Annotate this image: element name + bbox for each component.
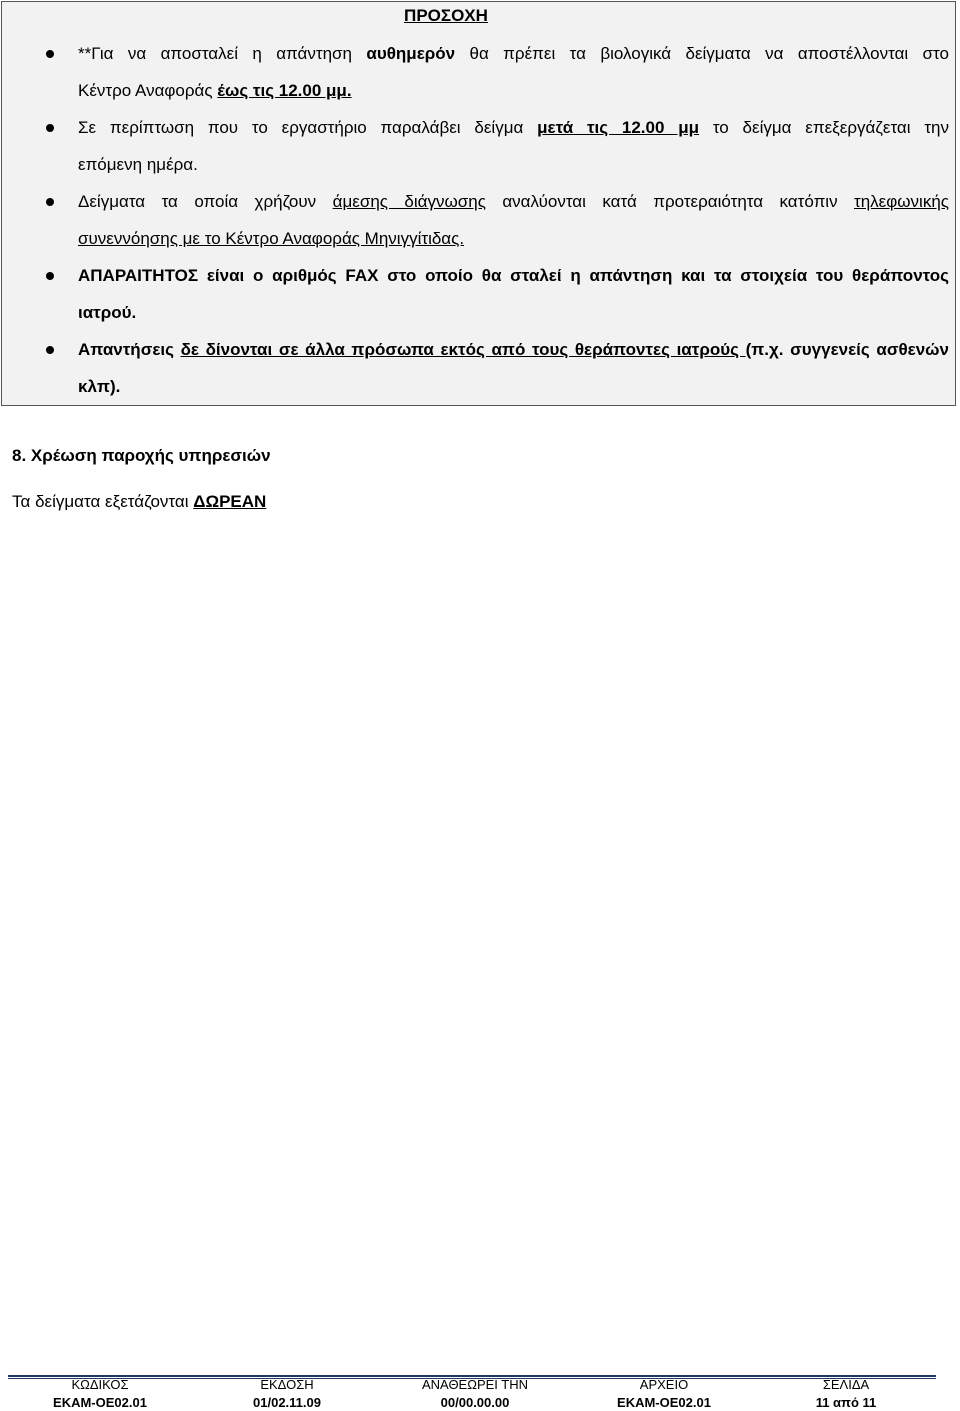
- notice-item-line: [78, 153, 949, 177]
- bullet-dot: [46, 198, 54, 206]
- footer-column-header: ΣΕΛΙΔΑ: [822, 1377, 870, 1392]
- text-run: μετά τις 12.00 μμ: [537, 118, 700, 137]
- bullet-dot: [46, 272, 54, 280]
- bullet-dot: [46, 124, 54, 132]
- notice-item-line: [78, 79, 949, 103]
- notice-item-line: [78, 375, 949, 399]
- notice-item-line: [78, 227, 949, 251]
- section-text-prefix: Τα δείγματα εξετάζονται: [12, 492, 194, 511]
- text-run: Σε περίπτωση που το εργαστήριο παραλάβει δείγμα: [78, 118, 538, 137]
- notice-title: ΠΡΟΣΟΧΗ: [404, 6, 488, 25]
- section-text-emphasis: ΔΩΡΕΑΝ: [193, 492, 267, 511]
- bullet-dot: [46, 346, 54, 354]
- text-run: Δείγματα τα οποία χρήζουν: [78, 192, 333, 211]
- text-run: ιατρού.: [78, 303, 137, 322]
- section-heading: 8. Χρέωση παροχής υπηρεσιών: [12, 446, 271, 465]
- footer-column-value: 01/02.11.09: [253, 1395, 321, 1410]
- text-run: άμεσης διάγνωσης: [332, 192, 486, 211]
- text-run: αυθημερόν: [366, 44, 456, 63]
- text-run: **Για να αποσταλεί η απάντηση: [78, 44, 367, 63]
- section-text: [12, 492, 266, 512]
- text-run: Απαντήσεις: [78, 340, 181, 359]
- notice-item-line: [78, 301, 949, 325]
- text-run: συνεννόησης με το Κέντρο Αναφοράς Μηνιγγίτιδας.: [78, 229, 465, 248]
- notice-item-line: [78, 42, 949, 66]
- footer-column-header: ΚΩΔΙΚΟΣ: [71, 1377, 129, 1392]
- text-run: το δείγμα επεξεργάζεται την: [699, 118, 949, 137]
- text-run: τηλεφωνικής: [854, 192, 949, 211]
- footer-column-value: ΕΚΑΜ-ΟΕ02.01: [617, 1395, 711, 1410]
- text-run: έως τις 12.00 μμ.: [217, 81, 352, 100]
- text-run: θα πρέπει τα βιολογικά δείγματα να αποστέλλονται στο: [455, 44, 949, 63]
- footer-column-header: ΕΚΔΟΣΗ: [260, 1377, 314, 1392]
- footer-column-value: 00/00.00.00: [440, 1395, 510, 1410]
- footer-column-value: ΕΚΑΜ-ΟΕ02.01: [53, 1395, 147, 1410]
- text-run: (π.χ. συγγενείς ασθενών: [745, 340, 949, 359]
- text-run: ΑΠΑΡΑΙΤΗΤΟΣ είναι ο αριθμός FAX στο οποίο θα σταλεί η απάντηση και τα στοιχεία του θεράποντος: [78, 266, 949, 285]
- text-run: επόμενη ημέρα.: [78, 155, 198, 174]
- notice-item-line: [78, 190, 949, 214]
- notice-item-line: [78, 264, 949, 288]
- bullet-dot: [46, 50, 54, 58]
- text-run: αναλύονται κατά προτεραιότητα κατόπιν: [485, 192, 855, 211]
- notice-item-line: [78, 338, 949, 362]
- text-run: Κέντρο Αναφοράς: [78, 81, 218, 100]
- notice-box: [1, 1, 956, 406]
- footer-column-value: 11 από 11: [815, 1395, 877, 1410]
- footer-column-header: ΑΡΧΕΙΟ: [639, 1377, 689, 1392]
- text-run: δε δίνονται σε άλλα πρόσωπα εκτός από τους θεράποντες ιατρούς: [180, 340, 746, 359]
- text-run: κλπ).: [78, 377, 121, 396]
- notice-item-line: [78, 116, 949, 140]
- footer-column-header: ΑΝΑΘΕΩΡΕΙ ΤΗΝ: [421, 1377, 528, 1392]
